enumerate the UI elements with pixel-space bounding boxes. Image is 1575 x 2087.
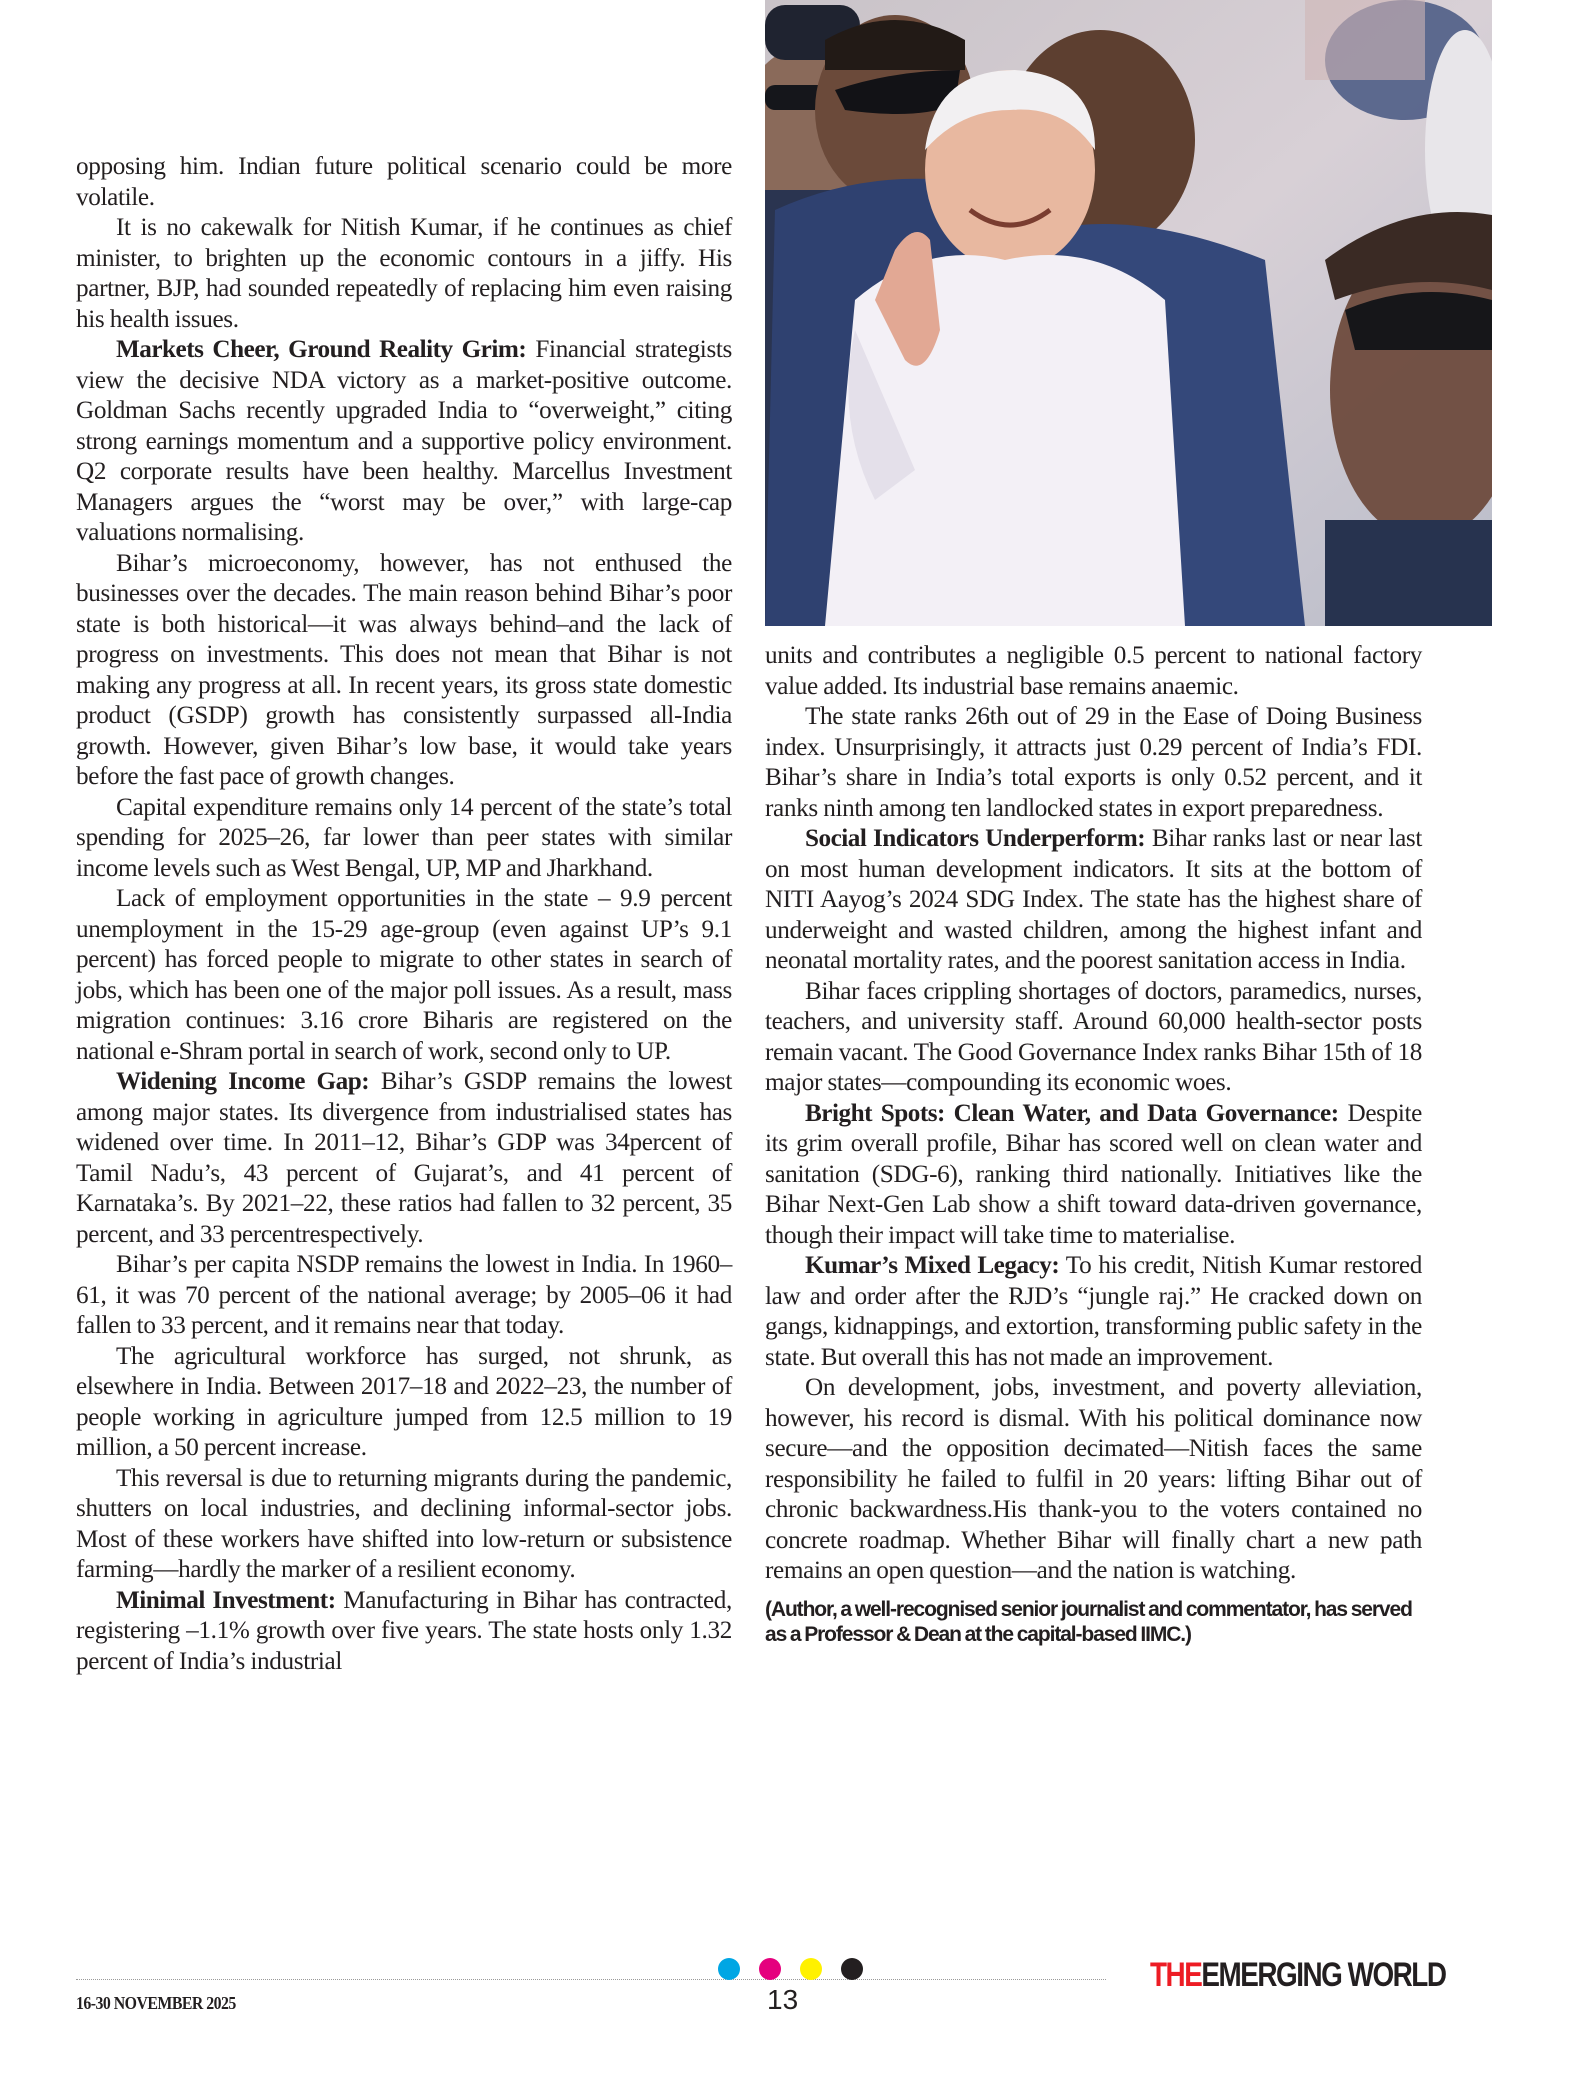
logo-the: THE	[1150, 1956, 1202, 1994]
paragraph-subheading: Bright Spots: Clean Water, and Data Governance:	[805, 1099, 1339, 1127]
paragraph-text: The agricultural workforce has surged, not shrunk, as elsewhere in India. Between 2017–18 and 2022–23, the number of people working in agriculture jumped from 12.5 million to 19 million, a 50 percent increase.	[76, 1342, 732, 1461]
article-paragraph-with-subhead	[765, 1099, 1422, 1252]
publication-logo	[1150, 1958, 1446, 1992]
paragraph-text: Lack of employment opportunities in the state – 9.9 percent unemployment in the 15-29 age-group (even against UP’s 9.1 percent) has forced people to migrate to other states in search of jobs, which has been one of the major poll issues. As a result, mass migration continues: 3.16 crore Biharis are registered on the national e-Shram portal in search of work, second only to UP.	[76, 885, 732, 1065]
paragraph-subheading: Widening Income Gap:	[116, 1068, 370, 1095]
issue-date: 16-30 NOVEMBER 2025	[76, 1993, 236, 2013]
article-paragraph-with-subhead	[765, 1251, 1422, 1373]
paragraph-text: To his credit, Nitish Kumar restored law and order after the RJD’s “jungle raj.” He cracked down on gangs, kidnappings, and extortion, transforming public safety in the state. But overall this has not made an improvement.	[765, 1252, 1422, 1371]
page-number: 13	[767, 1984, 799, 2015]
paragraph-text: opposing him. Indian future political scenario could be more volatile.	[76, 153, 732, 211]
article-paragraph-with-subhead	[76, 1586, 732, 1678]
registration-dot-cyan	[718, 1958, 740, 1980]
paragraph-text: On development, jobs, investment, and poverty alleviation, however, his record is dismal. With his political dominance now secure—and the opposition decimated—Nitish faces the same responsibility he failed to fulfil in 20 years: lifting Bihar out of chronic backwardness.His thank-you to the voters contained no concrete roadmap. Whether Bihar will finally chart a new path remains an open question—and the nation is watching.	[765, 1374, 1422, 1584]
paragraph-subheading: Social Indicators Underperform:	[805, 825, 1146, 852]
logo-emerging-world: EMERGING WORLD	[1201, 1956, 1446, 1994]
paragraph-text: Capital expenditure remains only 14 percent of the state’s total spending for 2025–26, far lower than peer states with similar income levels such as West Bengal, UP, MP and Jharkhand.	[76, 793, 732, 882]
registration-dot-yellow	[800, 1958, 822, 1980]
article-paragraph	[76, 1342, 732, 1464]
paragraph-text: Manufacturing in Bihar has contracted, registering –1.1% growth over five years. The state hosts only 1.32 percent of India’s industrial	[76, 1586, 732, 1675]
paragraph-text: Bihar’s per capita NSDP remains the lowest in India. In 1960–61, it was 70 percent of the national average; by 2005–06 it had fallen to 33 percent, and it remains near that today.	[76, 1251, 732, 1339]
paragraph-text: Bihar faces crippling shortages of doctors, paramedics, nurses, teachers, and university staff. Around 60,000 health-sector posts remain vacant. The Good Governance Index ranks Bihar 15th of 18 major states—compounding its economic woes.	[765, 977, 1422, 1096]
paragraph-text: units and contributes a negligible 0.5 percent to national factory value added. Its industrial base remains anaemic.	[765, 642, 1422, 700]
article-column-right	[765, 641, 1422, 1647]
photo-illustration	[765, 0, 1492, 626]
article-paragraph	[765, 702, 1422, 824]
footer-divider	[76, 1979, 1106, 1980]
article-paragraph	[765, 641, 1422, 702]
article-photo	[765, 0, 1492, 626]
paragraph-text: It is no cakewalk for Nitish Kumar, if he continues as chief minister, to brighten up the economic contours in a jiffy. His partner, BJP, had sounded repeatedly of replacing him even raising his health issues.	[76, 214, 732, 333]
article-paragraph	[76, 152, 732, 213]
paragraph-text: The state ranks 26th out of 29 in the Ease of Doing Business index. Unsurprisingly, it attracts just 0.29 percent of India’s FDI. Bihar’s share in India’s total exports is only 0.52 percent, and it ranks ninth among ten landlocked states in export preparedness.	[765, 703, 1422, 822]
paragraph-subheading: Minimal Investment:	[116, 1586, 336, 1614]
article-paragraph-with-subhead	[76, 335, 732, 549]
paragraph-subheading: Markets Cheer, Ground Reality Grim:	[116, 336, 527, 363]
article-paragraph-with-subhead	[765, 824, 1422, 977]
registration-dot-black	[841, 1958, 863, 1980]
paragraph-text: This reversal is due to returning migrants during the pandemic, shutters on local industries, and declining informal-sector jobs. Most of these workers have shifted into low-return or subsistence farming—hardly the marker of a resilient economy.	[76, 1464, 732, 1583]
article-paragraph	[76, 793, 732, 885]
paragraph-subheading: Kumar’s Mixed Legacy:	[805, 1252, 1060, 1279]
paragraph-text: Despite its grim overall profile, Bihar has scored well on clean water and sanitation (SDG-6), ranking third nationally. Initiatives like the Bihar Next-Gen Lab show a shift toward data-driven governance, though their impact will take time to materialise.	[765, 1099, 1422, 1249]
article-column-left	[76, 152, 732, 1677]
article-paragraph	[76, 549, 732, 793]
paragraph-text: Financial strategists view the decisive NDA victory as a market-positive outcome. Goldman Sachs recently upgraded India to “overweight,” citing strong earnings momentum and a supportive policy environment. Q2 corporate results have been healthy. Marcellus Investment Managers argues the “worst may be over,” with large-cap valuations normalising.	[76, 336, 733, 546]
article-paragraph	[76, 884, 732, 1067]
paragraph-text: Bihar’s microeconomy, however, has not enthused the businesses over the decades. The main reason behind Bihar’s poor state is both historical—it was always behind–and the lack of progress on investments. This does not mean that Bihar is not making any progress at all. In recent years, its gross state domestic product (GSDP) growth has consistently surpassed all-India growth. However, given Bihar’s low base, it would take years before the fast pace of growth changes.	[76, 549, 732, 790]
paragraph-text: Bihar ranks last or near last on most human development indicators. It sits at the bottom of NITI Aayog’s 2024 SDG Index. The state has the highest share of underweight and wasted children, among the highest infant and neonatal mortality rates, and the poorest sanitation access in India.	[765, 825, 1422, 974]
article-paragraph	[765, 977, 1422, 1099]
registration-dot-magenta	[759, 1958, 781, 1980]
paragraph-text: Bihar’s GSDP remains the lowest among major states. Its divergence from industrialised states has widened over time. In 2011–12, Bihar’s GDP was 34percent of Tamil Nadu’s, 43 percent of Gujarat’s, and 41 percent of Karnataka’s. By 2021–22, these ratios had fallen to 32 percent, 35 percent, and 33 percentrespectively.	[76, 1068, 733, 1248]
article-paragraph	[765, 1373, 1422, 1587]
article-paragraph	[76, 1464, 732, 1586]
article-paragraph	[76, 1250, 732, 1342]
author-note: (Author, a well-recognised senior journalist and commentator, has served as a Professor & Dean at the capital-based IIMC.)	[765, 1597, 1412, 1646]
article-paragraph-with-subhead	[76, 1067, 732, 1250]
article-paragraph	[76, 213, 732, 335]
